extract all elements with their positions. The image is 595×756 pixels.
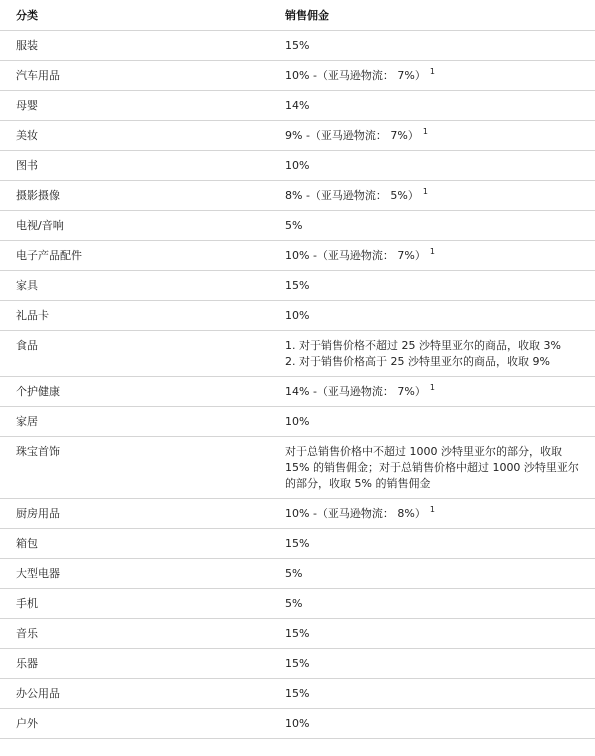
table-row	[0, 151, 595, 181]
rate-cell	[285, 181, 595, 211]
table-row	[0, 31, 595, 61]
rate-cell	[285, 151, 595, 181]
category-cell: 图书	[0, 151, 285, 181]
rate-text: 10%	[285, 158, 310, 172]
category-cell: 大型电器	[0, 559, 285, 589]
rate-text: 14%	[285, 98, 310, 112]
rate-text: 10%	[285, 716, 310, 730]
rate-text: 14% -（亚马逊物流： 7%）	[285, 384, 426, 398]
category-cell: 电子产品配件	[0, 241, 285, 271]
rate-cell	[285, 407, 595, 437]
footnote-marker: 1	[429, 66, 435, 76]
rate-cell	[285, 589, 595, 619]
rate-text: 2. 对于销售价格高于 25 沙特里亚尔的商品，收取 9%	[285, 355, 550, 368]
rate-cell	[285, 679, 595, 709]
category-cell: 乐器	[0, 649, 285, 679]
category-cell: 服装	[0, 31, 285, 61]
rate-text: 1. 对于销售价格不超过 25 沙特里亚尔的商品，收取 3%	[285, 339, 561, 352]
category-cell: 珠宝首饰	[0, 437, 285, 499]
table-row	[0, 619, 595, 649]
category-cell: 个护健康	[0, 377, 285, 407]
rate-text: 5%	[285, 218, 303, 232]
table-row	[0, 91, 595, 121]
table-row	[0, 181, 595, 211]
category-cell: 箱包	[0, 529, 285, 559]
rate-cell	[285, 31, 595, 61]
table-row	[0, 407, 595, 437]
rate-cell	[285, 61, 595, 91]
category-column-header: 分类	[0, 0, 285, 31]
rate-cell	[285, 121, 595, 151]
table-row	[0, 211, 595, 241]
rate-cell	[285, 331, 595, 377]
rate-text: 15%	[285, 656, 310, 670]
rate-text: 15%	[285, 536, 310, 550]
category-cell: 电视/音响	[0, 211, 285, 241]
rate-text: 5%	[285, 566, 303, 580]
category-cell: 母婴	[0, 91, 285, 121]
table-row	[0, 241, 595, 271]
rate-cell	[285, 437, 595, 499]
table-body	[0, 31, 595, 739]
rate-cell	[285, 271, 595, 301]
category-cell: 厨房用品	[0, 499, 285, 529]
table-row	[0, 271, 595, 301]
rate-text: 10% -（亚马逊物流： 7%）	[285, 248, 426, 262]
table-row	[0, 529, 595, 559]
table-row	[0, 61, 595, 91]
rate-text: 9% -（亚马逊物流： 7%）	[285, 128, 419, 142]
category-cell: 美妆	[0, 121, 285, 151]
table-row	[0, 437, 595, 499]
footnote-marker: 1	[422, 126, 428, 136]
table-row	[0, 499, 595, 529]
category-cell: 家居	[0, 407, 285, 437]
rate-cell	[285, 499, 595, 529]
category-cell: 户外	[0, 709, 285, 739]
table-row	[0, 649, 595, 679]
category-cell: 家具	[0, 271, 285, 301]
table-row	[0, 679, 595, 709]
category-cell: 办公用品	[0, 679, 285, 709]
rate-text: 15%	[285, 38, 310, 52]
category-cell: 礼品卡	[0, 301, 285, 331]
rate-text: 5%	[285, 596, 303, 610]
category-cell: 摄影摄像	[0, 181, 285, 211]
table-row	[0, 377, 595, 407]
rate-cell	[285, 649, 595, 679]
rate-column-header: 销售佣金	[285, 0, 595, 31]
rate-cell	[285, 91, 595, 121]
table-row	[0, 709, 595, 739]
rate-text: 10%	[285, 308, 310, 322]
rate-text: 15%	[285, 626, 310, 640]
category-cell: 音乐	[0, 619, 285, 649]
rate-cell	[285, 377, 595, 407]
rate-text: 8% -（亚马逊物流： 5%）	[285, 188, 419, 202]
table-row	[0, 121, 595, 151]
rate-cell	[285, 619, 595, 649]
rate-cell	[285, 211, 595, 241]
table-row	[0, 559, 595, 589]
table-row	[0, 331, 595, 377]
rate-text: 10% -（亚马逊物流： 7%）	[285, 68, 426, 82]
category-cell: 手机	[0, 589, 285, 619]
footnote-marker: 1	[429, 382, 435, 392]
footnote-marker: 1	[429, 246, 435, 256]
footnote-marker: 1	[422, 186, 428, 196]
rate-text: 10% -（亚马逊物流： 8%）	[285, 506, 426, 520]
table-row	[0, 301, 595, 331]
footnote-marker: 1	[429, 504, 435, 514]
rate-cell	[285, 241, 595, 271]
rate-cell	[285, 559, 595, 589]
table-header-row	[0, 0, 595, 31]
table-row	[0, 589, 595, 619]
rate-text: 15%	[285, 278, 310, 292]
rate-cell	[285, 301, 595, 331]
rate-cell	[285, 529, 595, 559]
rate-cell	[285, 709, 595, 739]
rate-text: 对于总销售价格中不超过 1000 沙特里亚尔的部分，收取 15% 的销售佣金；对于总销售价格中超过 1000 沙特里亚尔的部分，收取 5% 的销售佣金	[285, 445, 579, 490]
rate-text: 15%	[285, 686, 310, 700]
rate-text: 10%	[285, 414, 310, 428]
category-cell: 汽车用品	[0, 61, 285, 91]
category-cell: 食品	[0, 331, 285, 377]
